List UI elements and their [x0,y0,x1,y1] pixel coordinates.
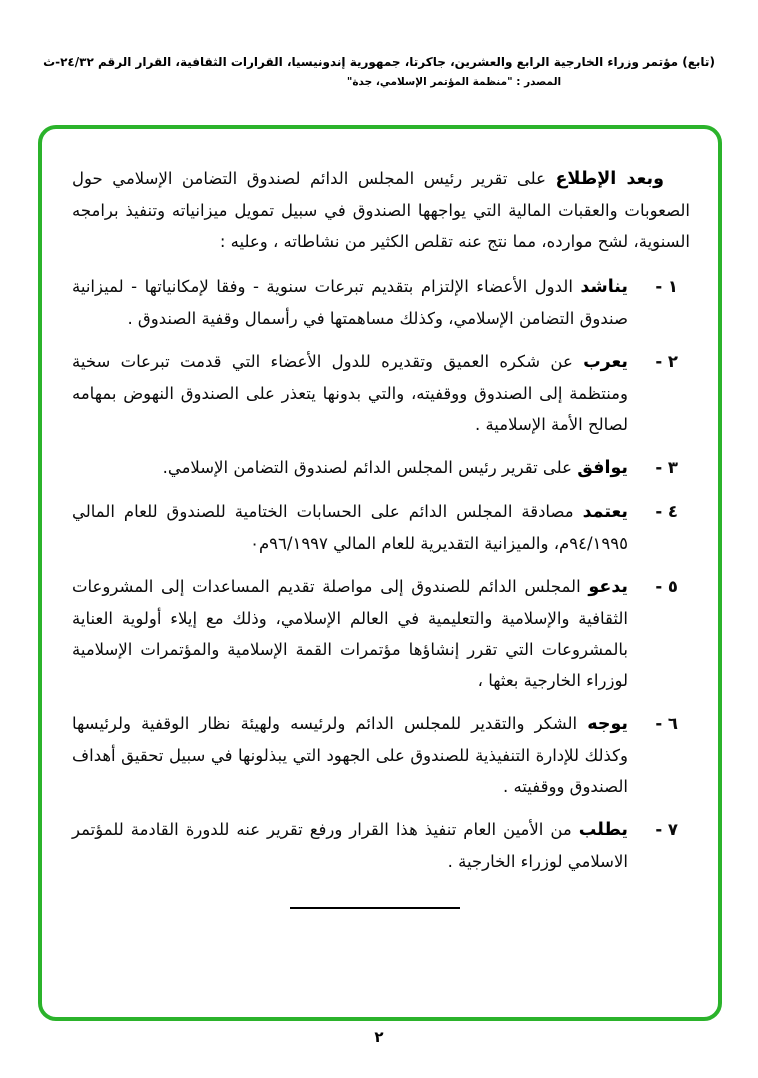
resolution-item-4 [72,496,690,559]
header-source: المصدر : "منظمة المؤتمر الإسلامي، جدة" [346,76,562,88]
item-number: ٤ - [655,502,678,521]
header-title: (تابع) مؤتمر وزراء الخارجية الرابع والعشرين، جاكرتا، جمهورية إندونيسيا، القرارات الثقافية، القرار الرقم ٢٤/٣٢-ث [43,55,715,69]
resolution-item-6 [72,708,690,802]
item-text [72,452,628,484]
resolution-item-3 [72,452,690,484]
intro-lead-word: وبعد الإطلاع [555,169,664,189]
closing-divider-line [290,907,460,909]
item-lead-word: يدعو [588,577,628,597]
resolution-item-2 [72,346,690,440]
item-text [72,271,628,334]
document-header [0,55,758,88]
item-lead-word: يوجه [587,714,628,734]
item-text [72,708,628,802]
resolution-item-5 [72,571,690,696]
item-rest-text: الشكر والتقدير للمجلس الدائم ولرئيسه ولهيئة نظار الوقفية ولرئيسها وكذلك للإدارة التنفيذية للصندوق على الجهود التي يبذلونها في سبيل تحقيق أهداف الصندوق ووقفيته . [72,714,628,796]
item-text [72,346,628,440]
resolution-item-1 [72,271,690,334]
item-rest-text: مصادقة المجلس الدائم على الحسابات الختامية للصندوق للعام المالي ٩٤/١٩٩٥م، والميزانية التقديرية للعام المالي ٩٦/١٩٩٧م٠ [72,502,628,553]
intro-paragraph [72,163,690,257]
item-number: ٣ - [655,458,678,477]
item-lead-word: يوافق [577,458,628,478]
resolution-item-7 [72,814,690,877]
item-number: ٦ - [655,714,678,733]
intro-text: على تقرير رئيس المجلس الدائم لصندوق التضامن الإسلامي حول الصعوبات والعقبات المالية التي يواجهها الصندوق في سبيل تمويل ميزانياته وتنفيذ برامجه السنوية، لشح موارده، مما نتج عنه تقلص الكثير من نشاطاته ، وعليه : [72,169,690,251]
item-lead-word: يناشد [580,277,628,297]
item-lead-word: يطلب [578,820,628,840]
page-number: ٢ [374,1028,384,1046]
item-rest-text: على تقرير رئيس المجلس الدائم لصندوق التضامن الإسلامي. [162,458,578,477]
item-number: ٧ - [655,820,678,839]
item-number: ٥ - [655,577,678,596]
item-number: ١ - [655,277,678,296]
item-text [72,496,628,559]
green-border-frame [38,125,722,1021]
item-lead-word: يعتمد [582,502,628,522]
item-rest-text: المجلس الدائم للصندوق إلى مواصلة تقديم المساعدات إلى المشروعات الثقافية والإسلامية والتعليمية في العالم الإسلامي، وذلك مع إيلاء أولوية العناية بالمشروعات التي تقرر إنشاؤها مؤتمرات القمة الإسلامية والمؤتمرات الإسلامية لوزراء الخارجية بعثها ، [72,577,628,690]
item-rest-text: من الأمين العام تنفيذ هذا القرار ورفع تقرير عنه للدورة القادمة للمؤتمر الاسلامي لوزراء الخارجية . [72,820,628,871]
item-rest-text: عن شكره العميق وتقديره للدول الأعضاء التي قدمت تبرعات سخية ومنتظمة إلى الصندوق ووقفيته، والتي بدونها يتعذر على الصندوق النهوض بمهامه لصالح الأمة الإسلامية . [72,352,628,434]
item-rest-text: الدول الأعضاء الإلتزام بتقديم تبرعات سنوية - وفقا لإمكانياتها - لميزانية صندوق التضامن الإسلامي، وكذلك مساهمتها في رأسمال وقفية الصندوق . [72,277,628,328]
item-lead-word: يعرب [583,352,628,372]
item-number: ٢ - [655,352,678,371]
item-text [72,571,628,696]
item-text [72,814,628,877]
